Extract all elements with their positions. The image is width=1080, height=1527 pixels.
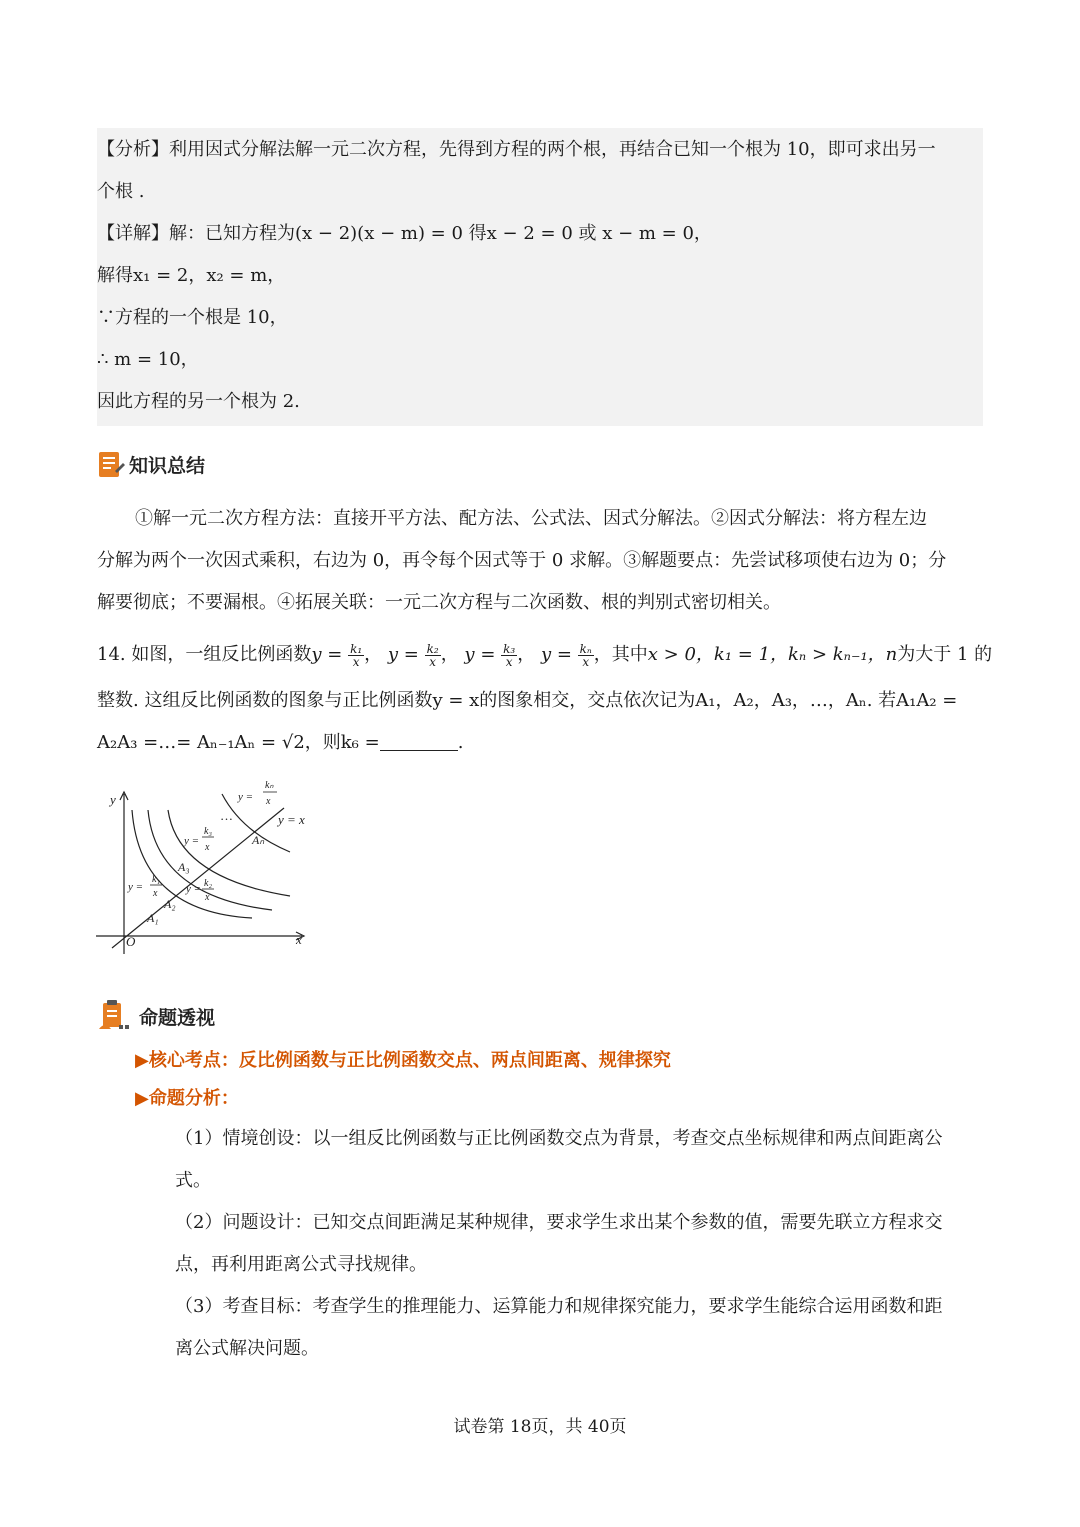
frac-k2: $\frac{\text{k₂}}{x}$	[426, 641, 439, 669]
summary-header	[97, 446, 205, 482]
detail-line-5: 因此方程的另一个根为 2.	[97, 391, 300, 412]
prop-p3a: （3）考查目标：考查学生的推理能力、运算能力和规律探究能力，要求学生能综合运用函数和距	[175, 1296, 943, 1317]
hyperbola-figure	[92, 772, 312, 957]
proposition-header	[97, 998, 215, 1034]
svg-text:k₃: k₃	[204, 826, 212, 837]
detail-line-3: ∵方程的一个根是 10，	[97, 307, 288, 328]
point-An: Aₙ	[252, 833, 265, 847]
prop-p2b: 点，再利用距离公式寻找规律。	[175, 1254, 427, 1275]
fn-label-kn: y =	[238, 791, 254, 803]
fn-label-k1: y =	[128, 881, 144, 893]
hyperbola-k2	[148, 810, 272, 910]
point-A3: A₃	[178, 860, 190, 874]
analysis-line-1: 【分析】利用因式分解法解一元二次方程，先得到方程的两个根，再结合已知一个根为 10，即可求出另一	[97, 139, 936, 160]
question-14	[97, 630, 993, 764]
notebook-icon	[97, 449, 125, 479]
fn-label-k2: y =	[186, 883, 202, 895]
detail-line-1: 【详解】解：已知方程为(x − 2)(x − m) = 0 得x − 2 = 0 或 x − m = 0，	[97, 223, 712, 244]
summary-line-2: 分解为两个一次因式乘积，右边为 0，再令每个因式等于 0 求解。③解题要点：先尝试移项使右边为 0；分	[97, 550, 947, 571]
summary-line-3: 解要彻底；不要漏根。④拓展关联：一元二次方程与二次函数、根的判别式密切相关。	[97, 592, 781, 613]
fn-label-k3: y =	[184, 835, 200, 847]
summary-body	[97, 498, 983, 624]
svg-text:x: x	[205, 842, 210, 853]
frac-kn: $\frac{\text{kₙ}}{x}$	[579, 641, 592, 669]
prop-p1b: 式。	[175, 1170, 211, 1191]
question-line-2: 整数. 这组反比例函数的图象与正比例函数y = x的图象相交，交点依次记为A₁，A₂，A₃，…，Aₙ. 若A₁A₂ =	[97, 690, 958, 711]
line-y-equals-x	[112, 808, 284, 948]
y-axis-label: y	[110, 792, 116, 807]
question-line-3: A₂A₃ =…= Aₙ₋₁Aₙ = √2，则k₆ = .	[97, 732, 464, 753]
svg-text:x: x	[266, 796, 271, 807]
x-axis-label: x	[296, 932, 302, 947]
prop-p2a: （2）问题设计：已知交点间距满足某种规律，要求学生求出某个参数的值，需要先联立方程求交	[175, 1212, 943, 1233]
proposition-body	[97, 1042, 983, 1370]
point-A1: A₁	[147, 911, 159, 925]
ellipsis: …	[220, 808, 233, 823]
analysis-box	[97, 128, 983, 426]
frac-k3: $\frac{\text{k₃}}{x}$	[503, 641, 516, 669]
question-line-1: 14. 如图，一组反比例函数y = $\frac{\text{k₁}}{x}$ ， y = $\frac{\text{k₂}}{x}$ ， y = $\frac{\text{k₃}}{x}$ ， y = $\frac{\text{kₙ}}{x}$ ，其中x > 0，k₁ = 1，kₙ > kₙ₋₁，n为大于 1 的	[97, 641, 993, 669]
clipboard-icon	[97, 999, 135, 1033]
frac-k1: $\frac{\text{k₁}}{x}$	[350, 641, 363, 669]
prop-p3b: 离公式解决问题。	[175, 1338, 319, 1359]
proposition-title: 命题透视	[139, 1006, 216, 1029]
summary-title: 知识总结	[129, 454, 206, 477]
analysis-label: ▶命题分析：	[135, 1088, 239, 1109]
answer-blank[interactable]	[380, 732, 458, 751]
svg-text:x: x	[205, 892, 210, 903]
origin-label: O	[126, 934, 136, 949]
page-footer: 试卷第 18页，共 40页	[453, 1417, 627, 1437]
core-points: ▶核心考点：反比例函数与正比例函数交点、两点间距离、规律探究	[135, 1050, 671, 1071]
prop-p1a: （1）情境创设：以一组反比例函数与正比例函数交点为背景，考查交点坐标规律和两点间距离公	[175, 1128, 943, 1149]
svg-text:k₂: k₂	[204, 878, 212, 889]
svg-text:x: x	[153, 888, 158, 899]
yx-label: y = x	[278, 812, 305, 827]
summary-line-1: ①解一元二次方程方法：直接开平方法、配方法、公式法、因式分解法。②因式分解法：将方程左边	[135, 508, 927, 529]
analysis-line-2: 个根 .	[97, 181, 145, 202]
svg-text:kₙ: kₙ	[265, 780, 274, 791]
svg-text:k₁: k₁	[152, 874, 160, 885]
point-A2: A₂	[164, 897, 176, 911]
detail-line-2: 解得x₁ = 2，x₂ = m，	[97, 265, 286, 286]
detail-line-4: ∴ m = 10，	[97, 349, 199, 370]
question-num: 14. 如图，一组反比例函数	[97, 644, 312, 665]
